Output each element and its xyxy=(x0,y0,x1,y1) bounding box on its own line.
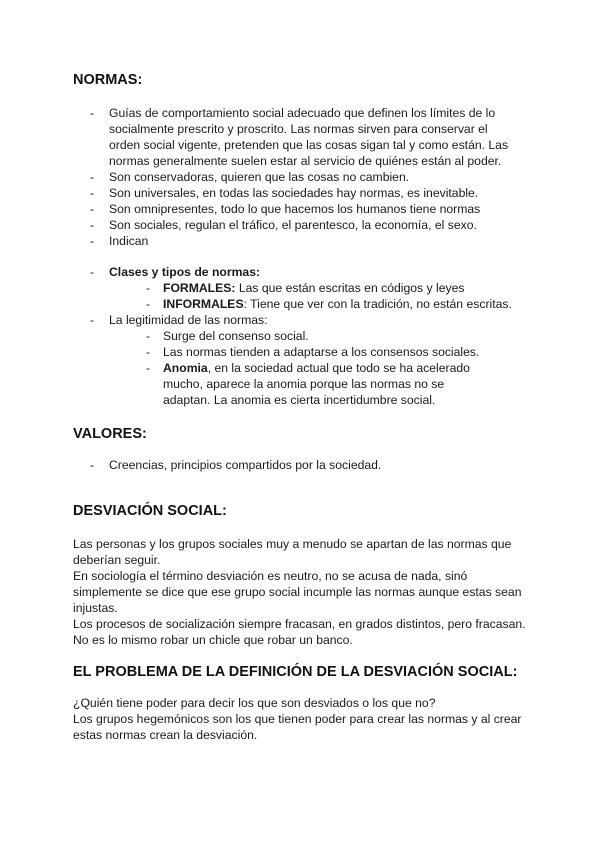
list-item: - Las normas tienden a adaptarse a los consensos sociales. xyxy=(146,344,520,360)
list-item: - Creencias, principios compartidos por la sociedad. xyxy=(90,457,520,473)
spacer xyxy=(90,249,520,264)
formales-label: FORMALES: xyxy=(163,281,236,295)
list-item: - Son universales, en todas las sociedades hay normas, es inevitable. xyxy=(90,185,520,201)
normas-list xyxy=(90,105,520,408)
anomia-text: , en la sociedad actual que todo se ha acelerado mucho, aparece la anomia porque las normas no se adaptan. La anomia es cierta incertidumbre social. xyxy=(163,361,470,407)
desviacion-paragraph xyxy=(73,536,533,648)
list-item-clases xyxy=(90,264,520,312)
text-line: Las personas y los grupos sociales muy a menudo se apartan de las normas que deberían seguir. xyxy=(73,537,512,567)
text-line: Los procesos de socialización siempre fracasan, en grados distintos, pero fracasan. No es lo mismo robar un chicle que robar un banco. xyxy=(73,617,526,647)
heading-normas: NORMAS: xyxy=(73,72,143,88)
heading-problema: EL PROBLEMA DE LA DEFINICIÓN DE LA DESVIACIÓN SOCIAL: xyxy=(73,664,518,680)
list-item xyxy=(146,360,520,408)
problema-paragraph xyxy=(73,695,533,743)
clases-label: Clases y tipos de normas: xyxy=(109,265,261,279)
list-item: - Guías de comportamiento social adecuado que definen los límites de lo socialmente prescrito y proscrito. Las normas sirven para conservar el orden social vigente, pretenden que las cosas sigan tal y como están. Las normas generalmente suelen estar al servicio de quiénes están al poder. xyxy=(90,105,520,169)
text-line: En sociología el término desviación es neutro, no se acusa de nada, sinó simplemente se dice que ese grupo social incumple las normas aunque estas sean injustas. xyxy=(73,569,522,615)
list-item xyxy=(146,296,520,312)
list-item: - Son conservadoras, quieren que las cosas no cambien. xyxy=(90,169,520,185)
informales-text: : Tiene que ver con la tradición, no están escritas. xyxy=(243,297,512,311)
legitimidad-sublist xyxy=(109,328,520,408)
heading-valores: VALORES: xyxy=(73,426,147,442)
list-item: - Surge del consenso social. xyxy=(146,328,520,344)
list-item: - Indican xyxy=(90,233,520,249)
list-item xyxy=(146,280,520,296)
legitimidad-label: La legitimidad de las normas: xyxy=(109,313,268,327)
text-line: ¿Quién tiene poder para decir los que son desviados o los que no? xyxy=(73,696,436,710)
formales-text: Las que están escritas en códigos y leyes xyxy=(235,281,465,295)
valores-list xyxy=(90,457,520,473)
clases-sublist xyxy=(109,280,520,312)
text-line: Los grupos hegemónicos son los que tienen poder para crear las normas y al crear estas normas crean la desviación. xyxy=(73,712,522,742)
heading-desviacion: DESVIACIÓN SOCIAL: xyxy=(73,503,227,519)
list-item-legitimidad xyxy=(90,312,520,408)
list-item: - Son omnipresentes, todo lo que hacemos los humanos tiene normas xyxy=(90,201,520,217)
anomia-label: Anomia xyxy=(163,361,208,375)
informales-label: INFORMALES xyxy=(163,297,244,311)
list-item: - Son sociales, regulan el tráfico, el parentesco, la economía, el sexo. xyxy=(90,217,520,233)
